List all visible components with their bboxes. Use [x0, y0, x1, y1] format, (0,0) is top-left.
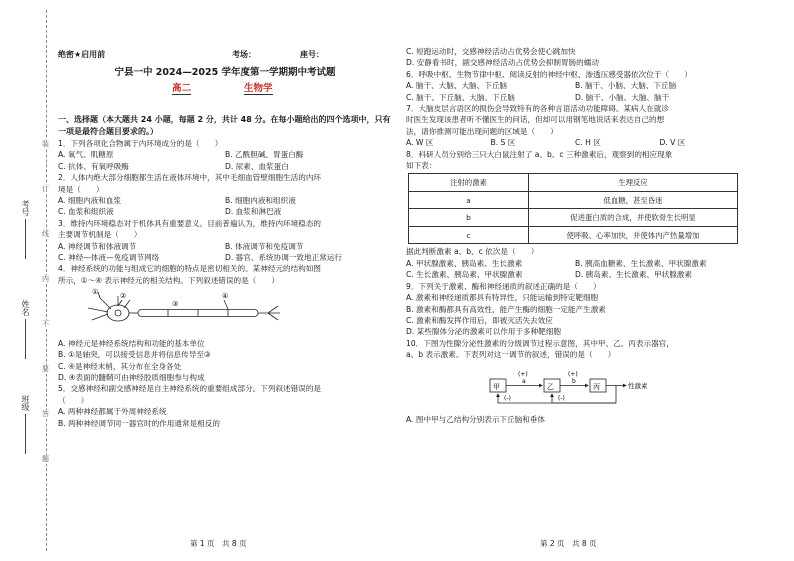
cut-mark: 要 [42, 365, 49, 373]
q6-option-a[interactable]: A. 脑干、大脑、大脑、下丘脑 [406, 81, 508, 91]
table-cell: 促进蛋白质的合成，并使软骨生长明显 [529, 209, 738, 227]
q1-option-d[interactable]: D. 尿素、血浆蛋白 [225, 161, 289, 171]
q7-stem: 7．大脑皮层言语区的损伤会导致特有的各种言语活动功能障碍。某病人在就诊 [406, 104, 670, 114]
q4-option-c[interactable]: C. ④是神经末梢，其分布在全身各处 [58, 361, 182, 371]
table-row [409, 226, 738, 244]
fig-label-3: ③ [172, 300, 179, 309]
secret-mark: 绝密★启用前 [58, 50, 106, 59]
table-cell: a [409, 191, 529, 209]
q3-stem: 主要调节机制是（ ） [58, 230, 142, 240]
cut-mark: 内 [42, 275, 49, 283]
q2-option-d[interactable]: D. 血浆和淋巴液 [225, 207, 282, 217]
q5-option-c[interactable]: C. 短跑运动时，交感神经活动占优势会使心跳加快 [406, 47, 576, 56]
nerve-ending [258, 306, 280, 320]
label-pointers [98, 292, 228, 309]
page-right [406, 46, 744, 425]
page-footer-left: 第 1 页 共 8 页 [190, 539, 247, 548]
page-footer-right: 第 2 页 共 8 页 [540, 539, 597, 548]
table-cell: c [409, 226, 529, 244]
q9-option-b[interactable]: B. 激素和酶都具有高效性，能产生酶的细胞一定能产生激素 [406, 304, 606, 314]
exam-room-label: 考场： [232, 50, 256, 59]
name-field [20, 300, 31, 359]
table-cell: 低血糖，甚至昏迷 [529, 191, 738, 209]
cut-mark: 题 [42, 455, 49, 463]
q4-option-b[interactable]: B. ①是轴突，可以接受信息并将信息传导至③ [58, 350, 211, 360]
q5-option-a[interactable]: A. 两种神经都属于外周神经系统 [58, 407, 167, 417]
q5-option-d[interactable]: D. 安静看书时，副交感神经活动占优势会抑制胃肠的蠕动 [406, 58, 599, 68]
myelin-nodes [168, 310, 228, 317]
label-a: a [522, 377, 526, 385]
cut-mark: 不 [42, 320, 49, 328]
q7-option-c[interactable]: C. H 区 [575, 138, 601, 148]
cut-mark: 线 [42, 230, 49, 238]
q1-option-a[interactable]: A. 氧气、肌糖原 [58, 150, 114, 160]
q2-option-b[interactable]: B. 细胞内液和组织液 [225, 196, 296, 206]
grade-label: 高二 [172, 80, 191, 95]
label-yi: 乙 [547, 382, 554, 391]
q8-stem: 8．科研人员分别给三只大白鼠注射了 a、b、c 三种激素后，观察到的相应现象 [406, 149, 673, 159]
q6-option-b[interactable]: B. 脑干、小脑、大脑、下丘脑 [575, 81, 677, 91]
cut-mark: 订 [42, 185, 49, 193]
q2-option-c[interactable]: C. 血浆和组织液 [58, 207, 114, 217]
q7-stem: 时医生发现该患者听不懂医生的问话，但却可以用钢笔地说话来表达自己的想 [406, 115, 665, 125]
label-minus-1: (-) [504, 394, 511, 402]
q4-option-a[interactable]: A. 神经元是神经系统结构和功能的基本单位 [58, 338, 205, 348]
q6-stem: 6．呼吸中枢、生物节律中枢、阅读反射的神经中枢、渗透压感受器依次位于（ ） [406, 69, 692, 79]
class-line [25, 414, 26, 454]
q4-stem: 4．神经系统的功能与组成它的细胞的特点是密切相关的。某神经元的结构如图 [58, 264, 322, 274]
q8-options [406, 269, 744, 280]
q1-options [58, 149, 392, 160]
hormone-table [408, 173, 738, 244]
nucleus [115, 310, 121, 316]
label-minus-2: (-) [558, 394, 565, 402]
table-row [409, 191, 738, 209]
q9-option-d[interactable]: D. 某些腺体分泌的激素可以作用于多种靶细胞 [406, 327, 561, 337]
label-output: 性激素 [628, 381, 648, 390]
q7-options [406, 137, 744, 148]
q9-option-c[interactable]: C. 激素和酶发挥作用后，即被灭活失去效应 [406, 315, 553, 325]
q8-options [406, 258, 744, 269]
q1-option-c[interactable]: C. 抗体、有氧呼吸酶 [58, 161, 129, 171]
q2-stem: 2．人体内绝大部分细胞都生活在液体环境中，其中毛细血管壁细胞生活的内环 [58, 173, 322, 183]
q3-stem: 3．维持内环境稳态对于机体具有重要意义。目前普遍认为，维持内环境稳态的 [58, 218, 322, 228]
q2-options [58, 206, 392, 217]
q2-option-a[interactable]: A. 细胞内液和血浆 [58, 196, 122, 206]
label-plus-2: (+) [568, 370, 578, 378]
q2-stem: 境是（ ） [58, 184, 104, 194]
table-cell: 使呼吸、心率加快，并使体内产热量增加 [529, 226, 738, 244]
exam-no-field [20, 200, 31, 259]
name-line [25, 319, 26, 359]
subject-label: 生物学 [244, 80, 273, 95]
q4-stem: 所示，①～④ 表示神经元的相关结构。下列叙述错误的是（ ） [58, 275, 280, 285]
q6-option-c[interactable]: C. 脑干、下丘脑、大脑、下丘脑 [406, 92, 515, 102]
exam-no-line [25, 219, 26, 259]
q2-options [58, 195, 392, 206]
q4-option-d[interactable]: D. ④表面的髓鞘可由神经胶质细胞参与构成 [58, 372, 205, 382]
class-field [20, 395, 31, 454]
q1-options [58, 161, 392, 172]
q3-option-b[interactable]: B. 体液调节和免疫调节 [225, 241, 304, 251]
hormone-axis-figure [476, 363, 666, 411]
q3-option-c[interactable]: C. 神经—体液—免疫调节网络 [58, 253, 160, 263]
q3-option-a[interactable]: A. 神经调节和体液调节 [58, 241, 137, 251]
q5-stem: 5．交感神经和副交感神经是自主神经系统的重要组成部分。下列叙述错误的是 [58, 384, 322, 394]
class-label: 班级 [21, 395, 30, 411]
fig-label-1: ① [92, 288, 99, 297]
q9-option-a[interactable]: A. 激素和神经递质都具有特异性，只能运输到特定靶细胞 [406, 293, 599, 303]
q7-option-a[interactable]: A. W 区 [406, 138, 434, 148]
label-bing: 丙 [593, 382, 600, 391]
q1-stem: 1．下列各项化合物属于内环境成分的是（ ） [58, 139, 223, 148]
q9-stem: 9．下列关于激素、酶和神经递质的叙述正确的是（ ） [406, 281, 601, 291]
q3-option-d[interactable]: D. 器官、系统协调一致地正常运行 [225, 253, 342, 263]
section-heading: 一、选择题（本大题共 24 小题，每题 2 分，共计 48 分。在每小题给出的四个选项中，只有一项是最符合题目要求的。） [58, 115, 391, 136]
q7-option-d[interactable]: D. V 区 [659, 138, 686, 148]
q6-options [406, 80, 744, 91]
q8-option-a[interactable]: A. 甲状腺激素、胰岛素、生长激素 [406, 258, 523, 268]
q8-option-b[interactable]: B. 胰高血糖素、生长激素、甲状腺激素 [575, 258, 707, 268]
table-header-row [409, 174, 738, 192]
q8-option-c[interactable]: C. 生长激素、胰岛素、甲状腺激素 [406, 270, 523, 280]
table-header: 注射的激素 [409, 174, 529, 192]
exam-title: 宁县一中 2024—2025 学年度第一学期期中考试题 [114, 67, 336, 78]
q6-options [406, 92, 744, 103]
q3-options [58, 252, 392, 263]
q3-options [58, 241, 392, 252]
name-label: 姓名 [21, 300, 30, 316]
q6-option-d[interactable]: D. 脑干、小脑、大脑、脑干 [575, 92, 670, 102]
q1-option-b[interactable]: B. 乙酰胆碱、胃蛋白酶 [225, 150, 304, 160]
table-header: 生理反应 [529, 174, 738, 192]
q7-option-b[interactable]: B. S 区 [490, 138, 516, 148]
exam-no-label: 考号 [21, 200, 30, 216]
label-jia: 甲 [493, 382, 500, 391]
q10-stem: 10．下图为性腺分泌性激素的分级调节过程示意图，其中甲、乙、丙表示器官， [406, 338, 674, 348]
page-left [58, 114, 392, 429]
fig-label-2: ② [120, 292, 127, 301]
label-plus-1: (+) [518, 370, 528, 378]
cut-mark: 装 [42, 140, 49, 148]
neuron-figure [78, 286, 288, 334]
binding-margin [0, 0, 58, 561]
seat-label: 座号： [300, 50, 324, 59]
cut-mark: 答 [42, 410, 49, 418]
q8-option-d[interactable]: D. 胰岛素、生长激素、甲状腺激素 [575, 270, 692, 280]
fig-label-4: ④ [222, 292, 229, 301]
q7-stem: 法，请你推测可能出现问题的区域是（ ） [406, 126, 558, 136]
q5-stem: （ ） [58, 395, 89, 405]
q10-option-a[interactable]: A. 图中甲与乙结构分别表示下丘脑和垂体 [406, 414, 545, 424]
q5-option-b[interactable]: B. 两种神经调节同一器官时的作用通常是相反的 [58, 418, 220, 428]
table-row [409, 209, 738, 227]
label-b: b [572, 377, 576, 385]
table-cell: b [409, 209, 529, 227]
q10-stem: a、b 表示激素。下表列对这一调节的叙述，错误的是（ ） [406, 350, 616, 360]
cell-body [107, 305, 129, 321]
q8-stem: 如下表： [406, 161, 437, 171]
q8-question: 据此判断激素 a、b、c 依次是（ ） [406, 247, 539, 257]
